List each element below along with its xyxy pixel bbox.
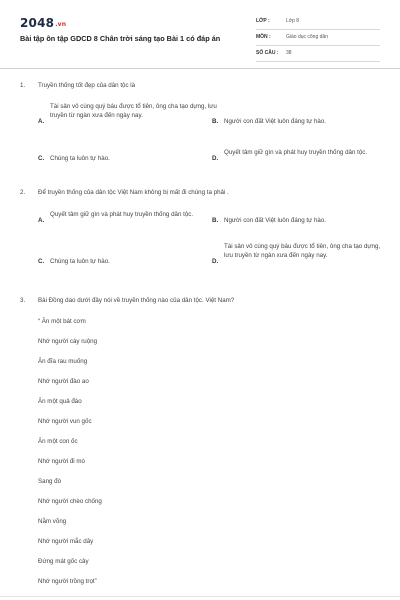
poem-line: Nằm võng	[38, 518, 67, 525]
question-text: Để truyền thống của dân tộc Việt Nam không bị mất đi chúng ta phải .	[38, 189, 229, 196]
option-letter: B.	[212, 118, 219, 125]
option-letter: A.	[38, 118, 45, 125]
header-divider	[0, 68, 400, 69]
question-text: Truyền thống tốt đẹp của dân tộc là	[38, 82, 136, 89]
question-number: 3.	[20, 297, 26, 304]
option-text: Tài sản vô cùng quý báu được tổ tiên, ông cha tạo dựng, lưu truyền từ ngàn xưa đến ngày nay.	[224, 243, 381, 259]
poem-line: Sang đò	[38, 478, 62, 485]
page-header	[20, 14, 380, 64]
option-text: Quyết tâm giữ gìn và phát huy truyền thống dân tộc.	[50, 211, 194, 218]
poem-line: Nhớ người chèo chống	[38, 498, 102, 505]
meta-row-count	[256, 46, 380, 62]
option-text: Chúng ta luôn tự hào.	[50, 155, 110, 162]
poem-line: Ăn một con ốc	[38, 438, 78, 445]
option-text: Người con đất Việt luôn đáng tự hào.	[224, 217, 327, 224]
document-title: Bài tập ôn tập GDCD 8 Chân trời sáng tạo Bài 1 có đáp án	[20, 34, 221, 43]
poem-line: Nhớ người cày ruộng	[38, 338, 98, 345]
logo-main: 2048	[20, 16, 55, 30]
option-letter: D.	[212, 155, 219, 162]
poem-line: Nhớ người vun gốc	[38, 418, 92, 425]
footer-divider	[0, 596, 400, 597]
option-text: Tài sản vô cùng quý báu được tổ tiên, ông cha tạo dựng, lưu truyền từ ngàn xưa đến ngày nay.	[50, 103, 217, 119]
meta-key: MÔN :	[256, 34, 271, 40]
question-number: 2.	[20, 189, 26, 196]
meta-value: 38	[286, 50, 292, 56]
meta-value: Giáo dục công dân	[286, 34, 328, 40]
option-text: Quyết tâm giữ gìn và phát huy truyền thống dân tộc.	[224, 149, 368, 156]
meta-value: Lớp 8	[286, 18, 300, 24]
poem-line: Ăn đĩa rau muống	[38, 358, 88, 365]
poem-line: Nhớ người đào ao	[38, 378, 89, 385]
poem-line: Đứng mát gốc cây	[38, 558, 89, 565]
meta-key: SỐ CÂU :	[256, 50, 279, 56]
meta-row-subject	[256, 30, 380, 46]
poem-line: Nhớ người trồng trọt”	[38, 578, 97, 585]
site-logo[interactable]	[20, 16, 66, 30]
option-letter: A.	[38, 217, 45, 224]
poem-line: Ăn một quả đào	[38, 398, 82, 405]
meta-row-class	[256, 14, 380, 30]
poem-line: “ Ăn một bát cơm	[38, 318, 86, 325]
option-letter: C.	[38, 155, 45, 162]
meta-info	[256, 14, 380, 62]
poem-line: Nhớ người mắc dây	[38, 538, 94, 545]
option-letter: B.	[212, 217, 219, 224]
question-number: 1.	[20, 82, 26, 89]
option-text: Chúng ta luôn tự hào.	[50, 258, 110, 265]
logo-suffix: .vn	[55, 21, 67, 28]
meta-key: LỚP :	[256, 18, 270, 24]
poem-line: Nhớ người đi mò	[38, 458, 85, 465]
option-letter: D.	[212, 258, 219, 265]
option-text: Người con đất Việt luôn đáng tự hào.	[224, 118, 327, 125]
option-letter: C.	[38, 258, 45, 265]
question-text: Bài Đồng dao dưới đây nói về truyền thống nào của dân tộc. Việt Nam?	[38, 297, 235, 304]
